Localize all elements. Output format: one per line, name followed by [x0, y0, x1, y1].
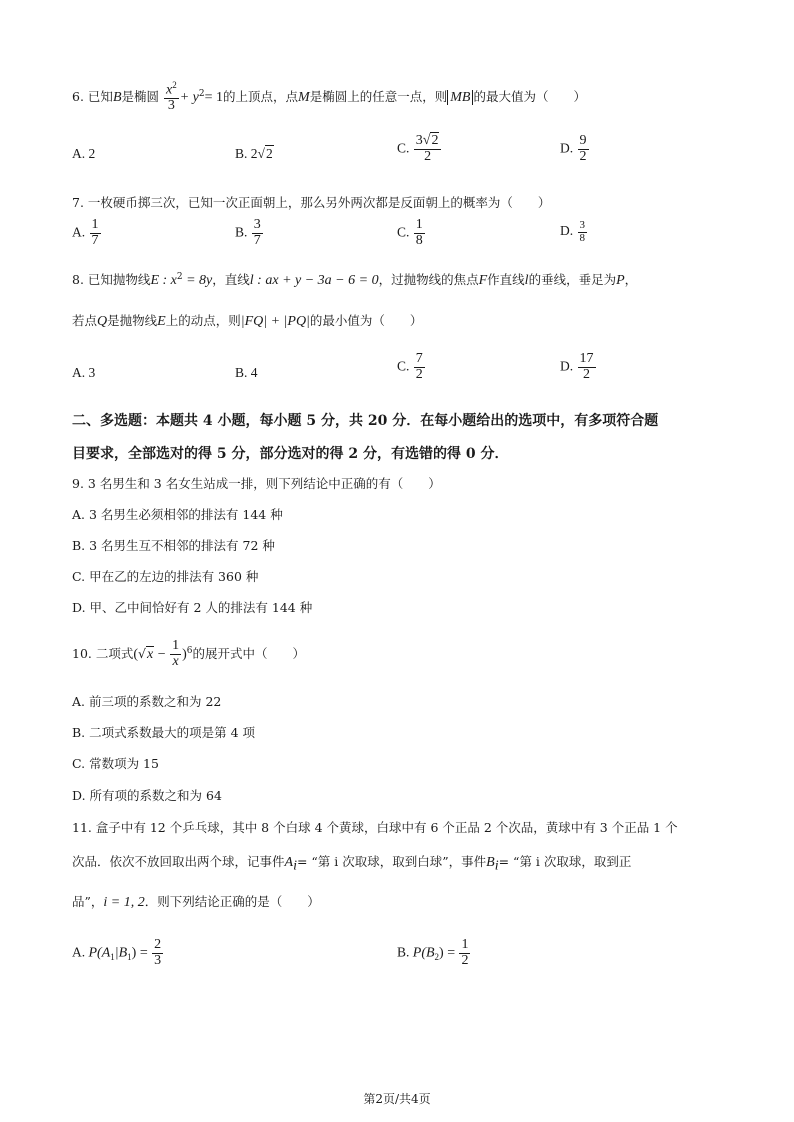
q10-stem: 10. 二项式(√x − $\frac{1}{x}$ )$^6$的展开式中（ ） — [72, 638, 306, 670]
q8-text: 若点 — [72, 313, 98, 328]
q11-opt-a-close: ) = — [131, 945, 148, 961]
q6-option-c: C. $\frac{3√2}{2}$ — [397, 134, 442, 164]
q8-option-d — [560, 352, 597, 382]
q8-number: 8. — [72, 272, 84, 287]
q11-opt-b-sub: 2 — [434, 951, 440, 962]
q6-opt-d-num: 9 — [579, 133, 587, 148]
q6-eq-den: 3 — [167, 98, 175, 114]
q8-text: 已知抛物线 — [87, 272, 151, 287]
q10-sqrt: x — [147, 647, 154, 663]
q9-option-b: B. 3 名男生互不相邻的排法有 72 种 — [72, 538, 275, 553]
q10-den: x — [172, 654, 179, 670]
q7-opt-b-num: 3 — [253, 217, 261, 232]
q8-option-b: B. 4 — [235, 365, 258, 380]
q6-opt-d-label: D. — [560, 140, 574, 156]
q8-var: F — [478, 273, 488, 288]
q10-option-a: A. 前三项的系数之和为 22 — [72, 694, 222, 709]
q7-opt-d-num: 3 — [579, 219, 585, 231]
q8-parabola-exp: 2 — [176, 271, 183, 282]
q7-opt-a-label: A. — [72, 224, 86, 240]
q8-text: 是抛物线 — [107, 313, 158, 328]
q8-var: l — [524, 273, 529, 288]
page-footer: 第2页/共4页 — [363, 1092, 431, 1106]
q11-opt-b-num: 1 — [461, 937, 469, 952]
q7-option-a — [72, 218, 102, 248]
q11-sub: i — [293, 858, 297, 874]
q6-text: 的最大值为（ ） — [473, 89, 586, 105]
q11-opt-a-num: 2 — [154, 937, 162, 952]
q8-text: ，过抛物线的焦点 — [378, 272, 479, 287]
q6-text: 是椭圆上的任意一点，则 — [309, 89, 448, 105]
q6-opt-c-den: 2 — [424, 148, 432, 164]
section2-header-line2: 目要求，全部选对的得 5 分，部分选对的得 2 分，有选错的得 0 分． — [72, 446, 509, 462]
q6-opt-c-rad: 2 — [431, 133, 439, 148]
q11-option-a — [72, 938, 164, 968]
q8-opt-d-den: 2 — [583, 366, 590, 382]
q11-var: A — [284, 855, 294, 870]
q8-line-eq: l : ax + y − 3a − 6 = 0 — [249, 273, 379, 288]
q10-num: 1 — [172, 638, 180, 654]
q9-option-c: C. 甲在乙的左边的排法有 360 种 — [72, 569, 259, 584]
q8-stem-line2 — [72, 311, 422, 330]
q11-option-b — [397, 938, 471, 968]
q10-text: 的展开式中（ ） — [192, 646, 306, 662]
q6-opt-b-rad: 2 — [265, 146, 273, 161]
q11-var: B — [486, 855, 495, 870]
q6-option-d — [560, 134, 590, 164]
q11-opt-b-den: 2 — [461, 952, 469, 968]
q8-opt-d-num: 17 — [579, 351, 594, 366]
q7-opt-c-den: 8 — [415, 232, 423, 248]
q10-minus: − — [154, 647, 170, 663]
q8-text: 的最小值为（ ） — [309, 313, 423, 328]
q6-eq-exp: 2 — [172, 80, 177, 91]
q11-text: ．则下列结论正确的是（ ） — [144, 894, 320, 909]
q7-opt-d-label: D. — [560, 223, 574, 239]
q11-stem-line1: 11. 盒子中有 12 个乒乓球，其中 8 个白球 4 个黄球，白球中有 6 个正品 2 个次品，黄球中有 3 个正品 1 个 — [72, 820, 678, 835]
q11-opt-b-expr: P(B — [412, 945, 435, 961]
q8-var: P — [616, 273, 625, 288]
q11-sub: i — [494, 858, 499, 874]
q8-var: E — [157, 314, 166, 329]
q7-opt-d-den: 8 — [579, 231, 585, 244]
q6-option-a: A. 2 — [72, 146, 96, 161]
q6-var: M — [298, 90, 310, 106]
q10-text: 10. 二项式 — [72, 646, 134, 662]
q8-opt-c-num: 7 — [415, 351, 423, 366]
q8-option-c — [397, 352, 426, 382]
q7-option-b — [235, 218, 264, 248]
q8-text: 的垂线，垂足为 — [528, 272, 617, 287]
q6-var: B — [112, 90, 122, 106]
q11-opt-a-mid: |B — [114, 945, 128, 961]
q6-opt-c-coef: 3 — [415, 133, 423, 148]
q8-opt-c-label: C. — [397, 358, 410, 374]
q7-opt-b-den: 7 — [253, 232, 261, 248]
q11-index: i = 1, 2 — [103, 895, 145, 910]
q6-opt-b-coef: 2 — [250, 146, 258, 161]
q11-stem-line2 — [72, 852, 631, 875]
q6-eq-num: x — [166, 82, 173, 98]
q7-opt-c-num: 1 — [415, 217, 423, 232]
q9-stem: 9. 3 名男生和 3 名女生站成一排，则下列结论中正确的有（ ） — [72, 476, 441, 491]
q8-var: Q — [97, 314, 108, 329]
q11-text: 品”， — [72, 894, 104, 909]
q8-expr: |FQ| + |PQ| — [240, 314, 310, 329]
q8-parabola-rest: = 8y — [182, 273, 213, 288]
q11-text: 次品．依次不放回取出两个球，记事件 — [72, 854, 285, 869]
q11-opt-a-expr: P(A — [88, 945, 111, 961]
q8-option-a: A. 3 — [72, 365, 96, 380]
q8-stem-line1 — [72, 270, 637, 289]
q10-option-c: C. 常数项为 15 — [72, 756, 159, 771]
q7-option-c — [397, 218, 426, 248]
q6-text: 已知 — [87, 89, 113, 105]
q7-opt-b-label: B. — [235, 224, 248, 240]
section2-header-line1: 二、多选题：本题共 4 小题，每小题 5 分，共 20 分．在每小题给出的选项中，有多项符合题 — [72, 413, 659, 429]
q8-text: 上的动点，则 — [165, 313, 241, 328]
q6-abs: MB — [447, 90, 473, 105]
q7-opt-a-num: 1 — [91, 217, 99, 232]
q10-paren: ( — [133, 647, 139, 663]
q7-opt-a-den: 7 — [91, 232, 99, 248]
q11-opt-a-sub: 1 — [110, 951, 115, 962]
q8-text: 作直线 — [487, 272, 525, 287]
q8-text: ，直线 — [212, 272, 250, 287]
q10-option-d: D. 所有项的系数之和为 64 — [72, 788, 222, 803]
q11-text: = “第 i 次取球，取到正 — [498, 854, 632, 869]
q7-stem: 7. 一枚硬币掷三次，已知一次正面朝上，那么另外两次都是反面朝上的概率为（ ） — [72, 195, 551, 210]
q11-opt-a-den: 3 — [154, 952, 162, 968]
q6-eq: = 1 — [204, 90, 224, 106]
q6-stem — [72, 78, 586, 114]
q6-option-b: B. 2√2 — [235, 146, 273, 161]
q8-parabola: E : x — [150, 273, 177, 288]
q11-opt-b-label: B. — [397, 944, 410, 960]
q9-option-a: A. 3 名男生必须相邻的排法有 144 种 — [72, 507, 283, 522]
q8-opt-d-label: D. — [560, 358, 574, 374]
q6-opt-d-den: 2 — [579, 148, 587, 164]
q10-paren: ) — [182, 647, 187, 663]
q10-exp: 6 — [186, 646, 193, 656]
q6-eq: + y — [179, 90, 199, 106]
q10-option-b: B. 二项式系数最大的项是第 4 项 — [72, 725, 256, 740]
q11-opt-a-sub: 1 — [127, 951, 132, 962]
q6-ellipse-fraction — [164, 81, 179, 114]
q11-opt-a-label: A. — [72, 944, 86, 960]
q6-text: 是椭圆 — [121, 89, 160, 105]
q7-opt-c-label: C. — [397, 224, 410, 240]
q6-eq-exp2: 2 — [198, 89, 205, 99]
q11-stem-line3 — [72, 892, 320, 911]
q9-option-d: D. 甲、乙中间恰好有 2 人的排法有 144 种 — [72, 600, 313, 615]
q11-text: = “第 i 次取球，取到白球”，事件 — [296, 854, 487, 869]
q8-text: ， — [624, 272, 638, 287]
q8-opt-c-den: 2 — [415, 366, 423, 382]
q7-option-d — [560, 220, 588, 244]
q6-opt-c-label: C. — [397, 140, 410, 156]
q6-number: 6. — [72, 89, 84, 105]
q6-opt-b-label: B. — [235, 146, 248, 161]
q11-opt-b-close: ) = — [439, 945, 456, 961]
q6-text: 的上顶点，点 — [223, 89, 299, 105]
